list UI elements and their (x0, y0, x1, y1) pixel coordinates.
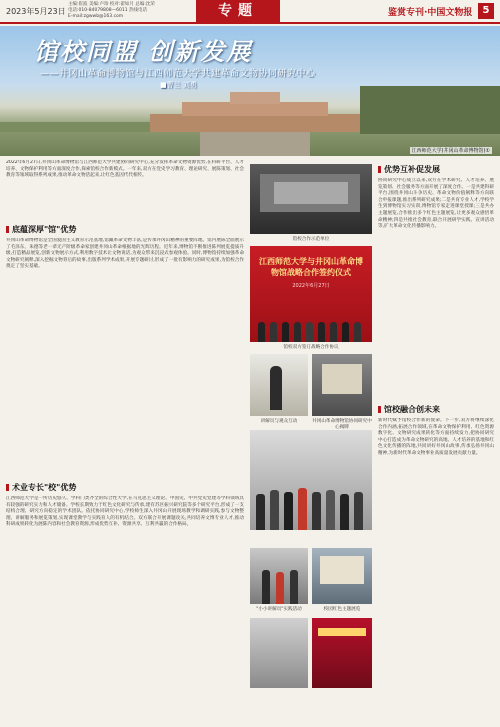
banner-title: 江西师范大学与井冈山革命博物馆战略合作签约仪式 (259, 257, 363, 277)
section-heading: 术业专长"校"优势 (6, 482, 244, 493)
hero-photo (0, 26, 500, 156)
tree-line (0, 122, 150, 132)
photo-group (250, 430, 372, 530)
editorial-line: E-mail:zgwwb@163.com (68, 14, 124, 19)
people-group (250, 304, 372, 342)
editorial-line: 电话:010-84079808—6011 热线电话 (68, 8, 148, 13)
byline: ■曹兰 刘勇 (160, 81, 197, 89)
plaza (200, 132, 310, 156)
intro-paragraph: 2022年6月27日,井冈山革命博物馆与江西师范大学共建协同研究中心,充分发挥革命文物资源优势,在科研平台、人才培养、文物保护利用等方面深度合作,探索馆校合作新模式。一年来,双方在党史学习教育、理论研究、展陈策划、社会教育等领域取得系列成果,推动革命文物活起来,让红色基因代代相传。 (6, 160, 244, 179)
building-image (182, 102, 328, 116)
photo-campus-exhibit (312, 548, 372, 604)
newspaper-brand: 鉴赏专刊·中国文物报 (388, 8, 473, 18)
photo-guide (250, 354, 308, 416)
body-paragraph: 新时代赋予馆校合作新的使命。下一步,双方将继续深化合作内涵,拓展合作领域,在革命文物保护利用、红色资源数字化、文物研究成果转化等方面持续发力,把协同研究中心打造成为革命文物研究的高地、人才培养的基地和红色文化传播的阵地,共同讲好井冈山故事,传承弘扬井冈山精神,为新时代革命文物事业高质量发展贡献力量。 (378, 418, 494, 456)
masthead (0, 0, 500, 24)
people-group (250, 470, 372, 530)
photo-student-guides (250, 548, 308, 604)
tree-line (360, 86, 500, 134)
banner-date: 2022年6月27日 (292, 283, 330, 289)
subheadline: ——井冈山革命博物馆与江西师范大学共建革命文物协同研究中心 (40, 69, 316, 79)
section-heading: 底蕴深厚"馆"优势 (6, 224, 244, 235)
photo-caption: 馆校双方签订战略合作协议 (283, 345, 339, 350)
photo-caption: 井冈山革命博物馆协同研究中心揭牌 (312, 419, 372, 430)
section-heading: 馆校融合创未来 (378, 404, 494, 415)
photo-caption: 馆校合作示范单位 (292, 237, 330, 242)
body-paragraph: 江西师范大学是一所历史悠久、学科门类齐全的综合性大学,在马克思主义理论、中国史、中共党史党建等学科领域具有较强的研究实力和人才储备。学校长期致力于红色文化研究与传承,建有苏区振兴研究院等多个研究平台,形成了一支结构合理、研究方向稳定的学术团队。依托协同研究中心,学校师生深入井冈山开展现场教学和调研实践,参与文物整理、讲解服务和展览策划,实现课堂教学与实践育人的有机结合。双方联合开展课题攻关,共同培养文博专业人才,推动科研成果转化为展陈内容和社会教育资源,形成优势互补、资源共享、互利共赢的合作格局。 (6, 496, 244, 528)
body-paragraph: 井冈山革命博物馆是全国爱国主义教育示范基地,馆藏革命文物丰富,是传承井冈山精神的重要阵地。馆内展陈全面展示了毛泽东、朱德等老一辈无产阶级革命家创建井冈山革命根据地的光辉历程。近年来,博物馆不断推进陈列展览提质升级,打造精品展览,创新文物展示方式,利用数字技术让文物说话,为观众带来沉浸式参观体验。同时,博物馆持续加强革命文物研究阐释,深入挖掘文物背后的故事,出版系列学术成果,开展专题研讨,形成了一批有影响力的研究成果,为馆校合作奠定了坚实基础。 (6, 238, 244, 270)
building-image (230, 92, 280, 104)
photo-caption: "小小讲解员"实践活动 (256, 607, 302, 612)
photo-caption: 校园红色主题展览 (323, 607, 361, 612)
photo-activity (250, 618, 308, 688)
photo-museum-interior (250, 164, 372, 234)
photo-red-banner (312, 618, 372, 688)
page-number: 5 (478, 3, 494, 19)
editorial-line: 主编:崔波 美编:卢珍 校对:翟如月 总编:沈荣 (68, 2, 155, 7)
hero-caption: 江西师范大学(井冈山革命博物馆)① (411, 148, 490, 154)
section-heading: 优势互补促发展 (378, 164, 494, 175)
editorial-info (68, 2, 178, 20)
body-paragraph: 协同研究中心成立以来,双方在学术研究、人才培养、展览策划、社会服务等方面开展了深度合作。一是共建科研平台,围绕井冈山斗争历史、革命文物价值阐释等方向联合申报课题,推出系列研究成果;二是共育专业人才,学校学生到博物馆实习实训,博物馆专家走进课堂授课;三是共办主题展览,合作推出多个红色主题展览,让更多观众感悟革命精神;四是共推社会教育,联合开展研学实践、宣讲活动等,扩大革命文化传播影响力。 (378, 178, 494, 230)
photo-plaque (312, 354, 372, 416)
section-title: 专题 (196, 0, 280, 22)
building-image (150, 114, 360, 132)
issue-date: 2023年5月23日 (6, 7, 66, 16)
headline: 馆校同盟 创新发展 (34, 38, 253, 66)
photo-signing-ceremony (250, 246, 372, 342)
photo-caption: 讲解员与观众互动 (260, 419, 298, 424)
article-column-right (378, 160, 494, 718)
article-column-left (6, 160, 244, 696)
